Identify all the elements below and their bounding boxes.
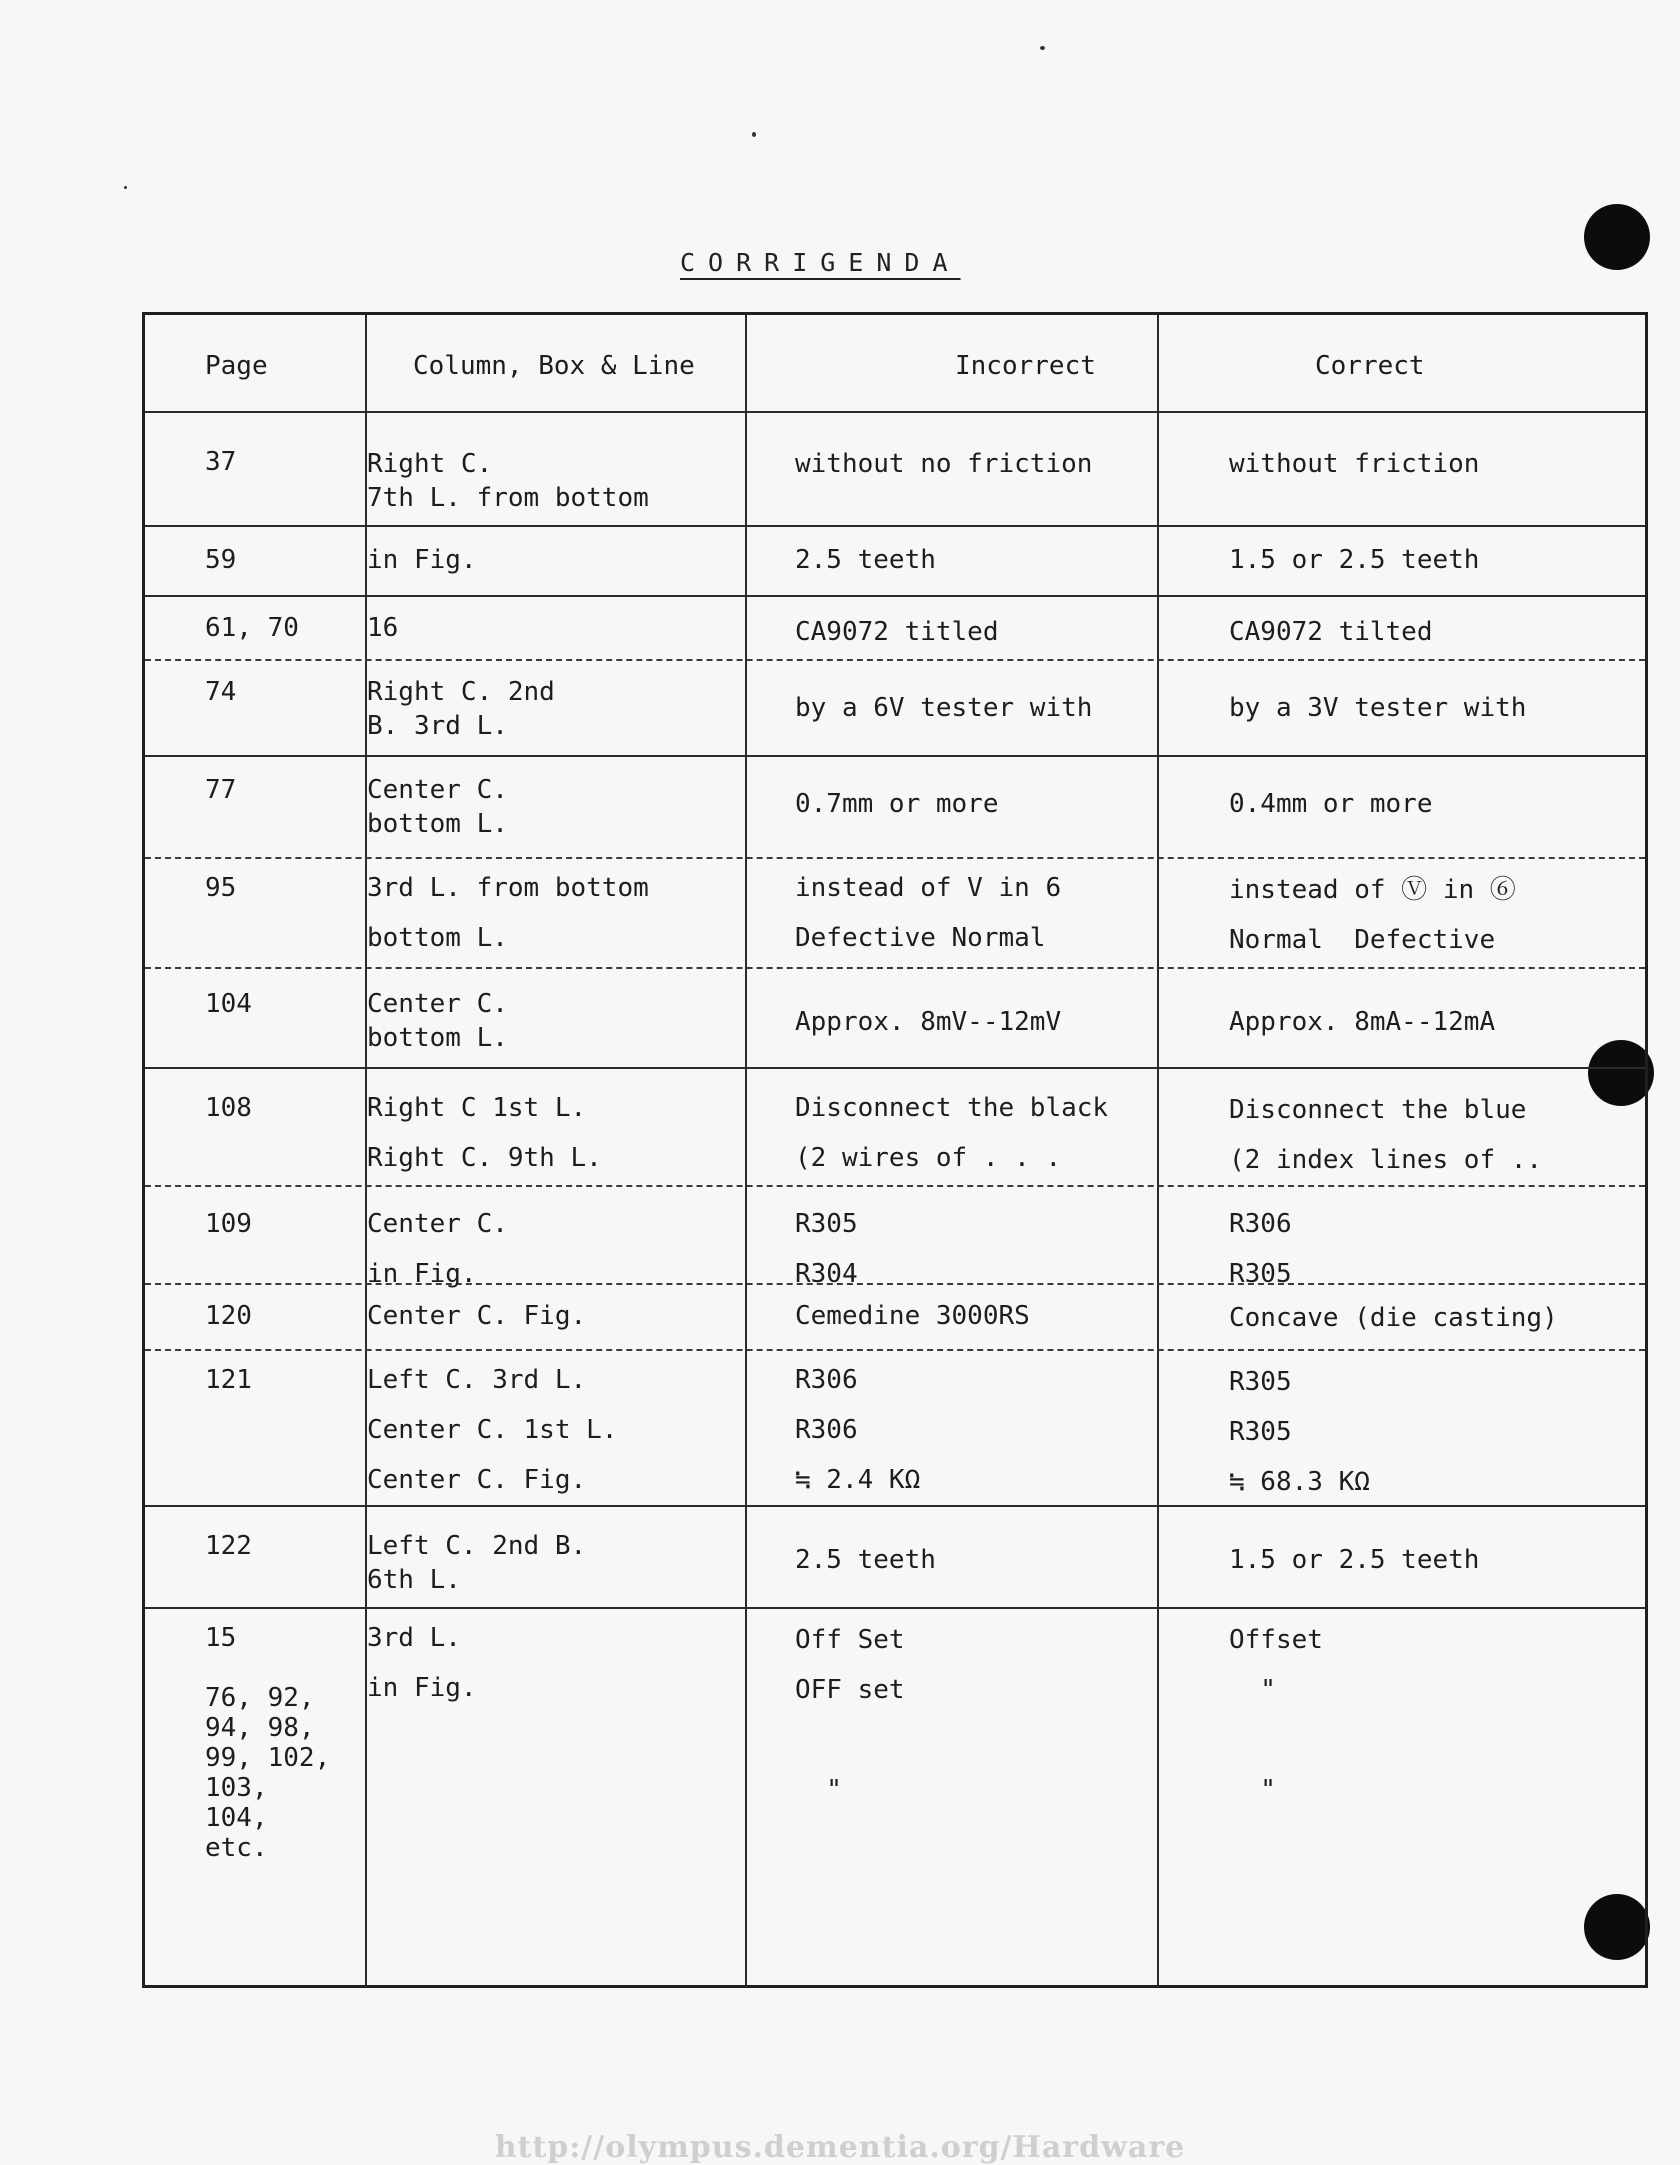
cell-incorrect: 2.5 teeth xyxy=(795,545,936,575)
scan-speck xyxy=(1040,46,1045,50)
cell-location: Center C. Fig. xyxy=(367,1301,587,1331)
cell-page: 74 xyxy=(205,677,237,707)
cell-correct: R306 R305 xyxy=(1229,1209,1292,1289)
table-row xyxy=(145,527,1645,597)
cell-location: Center C. in Fig. xyxy=(367,1209,508,1289)
cell-page: 109 xyxy=(205,1209,252,1239)
cell-page: 108 xyxy=(205,1093,252,1123)
scan-speck xyxy=(752,132,756,137)
header-location: Column, Box & Line xyxy=(413,351,695,381)
cell-location: Center C. bottom L. xyxy=(367,989,508,1053)
cell-incorrect: Cemedine 3000RS xyxy=(795,1301,1030,1331)
table-row xyxy=(145,859,1645,969)
cell-page: 121 xyxy=(205,1365,252,1395)
cell-incorrect: by a 6V tester with xyxy=(795,693,1093,723)
table-row xyxy=(145,1069,1645,1187)
cell-incorrect: Approx. 8mV--12mV xyxy=(795,1007,1062,1037)
cell-incorrect: R306 R306 ≒ 2.4 KΩ xyxy=(795,1365,921,1495)
cell-incorrect: 2.5 teeth xyxy=(795,1545,936,1575)
header-incorrect: Incorrect xyxy=(955,351,1096,381)
document-title: CORRIGENDA xyxy=(680,248,961,277)
cell-page: 122 xyxy=(205,1531,252,1561)
table-row xyxy=(145,597,1645,661)
cell-incorrect: instead of V in 6 Defective Normal xyxy=(795,873,1062,953)
cell-location: in Fig. xyxy=(367,545,477,575)
table-row xyxy=(145,757,1645,859)
table-row xyxy=(145,969,1645,1069)
table-row xyxy=(145,1507,1645,1609)
cell-location: Center C. bottom L. xyxy=(367,775,508,839)
cell-correct: Concave (die casting) xyxy=(1229,1303,1558,1333)
table-header-row xyxy=(145,315,1645,413)
cell-location: Left C. 3rd L. Center C. 1st L. Center C. Fig. xyxy=(367,1365,618,1495)
punch-hole xyxy=(1584,204,1650,270)
cell-correct: by a 3V tester with xyxy=(1229,693,1527,723)
table-row xyxy=(145,1609,1645,1985)
cell-incorrect: without no friction xyxy=(795,449,1093,479)
cell-incorrect: 0.7mm or more xyxy=(795,789,999,819)
cell-correct: Disconnect the blue (2 index lines of .. xyxy=(1229,1095,1543,1175)
table-row xyxy=(145,1285,1645,1351)
cell-incorrect: Off Set OFF set " xyxy=(795,1625,905,1805)
cell-page: 77 xyxy=(205,775,237,805)
cell-correct: without friction xyxy=(1229,449,1480,479)
cell-correct: 1.5 or 2.5 teeth xyxy=(1229,1545,1480,1575)
cell-page: 61, 70 xyxy=(205,613,299,643)
cell-page: 15 76, 92, 94, 98, 99, 102, 103, 104, etc. xyxy=(205,1623,331,1863)
cell-incorrect: R305 R304 xyxy=(795,1209,858,1289)
cell-incorrect: CA9072 titled xyxy=(795,617,999,647)
cell-correct: Offset " " xyxy=(1229,1625,1323,1805)
cell-incorrect: Disconnect the black (2 wires of . . . xyxy=(795,1093,1109,1173)
cell-location: 3rd L. from bottom bottom L. xyxy=(367,873,649,953)
cell-location: Right C. 2nd B. 3rd L. xyxy=(367,677,555,741)
table-row xyxy=(145,661,1645,757)
cell-correct: R305 R305 ≒ 68.3 KΩ xyxy=(1229,1367,1370,1497)
header-correct: Correct xyxy=(1315,351,1425,381)
table-row xyxy=(145,1351,1645,1507)
table-row xyxy=(145,413,1645,527)
cell-page: 59 xyxy=(205,545,237,575)
cell-location: Left C. 2nd B. 6th L. xyxy=(367,1531,587,1595)
cell-page: 95 xyxy=(205,873,237,903)
cell-location: Right C 1st L. Right C. 9th L. xyxy=(367,1093,602,1173)
cell-correct: Approx. 8mA--12mA xyxy=(1229,1007,1496,1037)
table-row xyxy=(145,1187,1645,1289)
header-page: Page xyxy=(205,351,268,381)
scan-speck xyxy=(124,186,127,189)
cell-correct: 1.5 or 2.5 teeth xyxy=(1229,545,1480,575)
source-url: http://olympus.dementia.org/Hardware xyxy=(494,2130,1186,2165)
cell-correct: instead of Ⓥ in ⑥ Normal Defective xyxy=(1229,875,1516,955)
cell-location: Right C. 7th L. from bottom xyxy=(367,449,649,513)
cell-page: 120 xyxy=(205,1301,252,1331)
cell-location: 16 xyxy=(367,613,399,643)
cell-page: 37 xyxy=(205,447,237,477)
cell-page: 104 xyxy=(205,989,252,1019)
cell-correct: CA9072 tilted xyxy=(1229,617,1433,647)
cell-location: 3rd L. in Fig. xyxy=(367,1623,477,1703)
corrigenda-table xyxy=(142,312,1648,1988)
cell-correct: 0.4mm or more xyxy=(1229,789,1433,819)
